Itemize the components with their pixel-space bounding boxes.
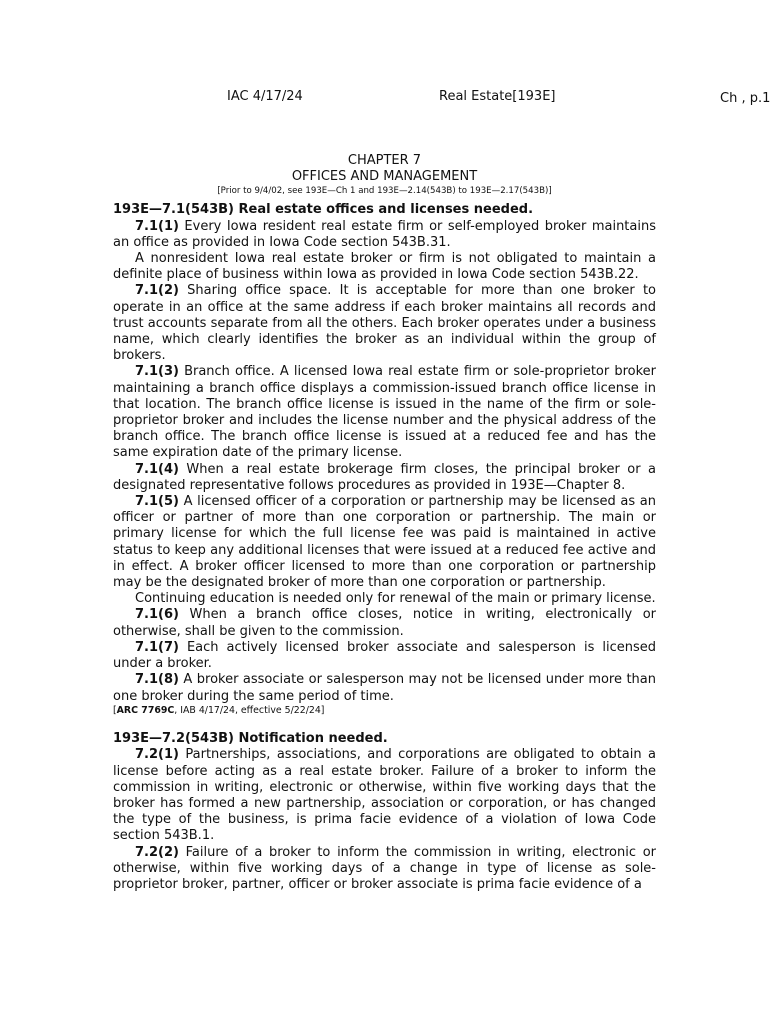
rule-paragraph xyxy=(113,845,656,894)
subrule-number: 7.1(7) xyxy=(135,639,179,655)
subrule-number: 7.1(5) xyxy=(135,494,179,510)
paragraph-text: Partnerships, associations, and corporations are obligated to obtain a license before acting as a real estate broker. Failure of a broker to inform the commission in writing, electronic or otherwise, within five working days that the broker has formed a new partnership, association or corporation, or has changed the type of the business, is prima facie evidence of a violation of Iowa Code section 543B.1. xyxy=(113,747,656,844)
history-text: , IAB 4/17/24, effective 5/22/24] xyxy=(174,704,325,716)
subrule-number: 7.2(1) xyxy=(135,747,179,763)
subrule-number: 7.1(1) xyxy=(135,218,179,234)
rule-paragraph xyxy=(113,672,656,704)
paragraph-text: Each actively licensed broker associate and salesperson is licensed under a broker. xyxy=(113,639,656,672)
paragraph-text: Continuing education is needed only for renewal of the main or primary license. xyxy=(135,591,656,607)
paragraph-text: A broker associate or salesperson may not be licensed under more than one broker during the same period of time. xyxy=(113,672,656,704)
subrule-number: 7.2(2) xyxy=(135,844,179,860)
chapter-number: CHAPTER 7 xyxy=(347,153,422,168)
subrule-number: 7.1(4) xyxy=(135,461,179,477)
rule-paragraph xyxy=(113,251,656,283)
rule-heading: 193E—7.1(543B) Real estate offices and licenses needed. xyxy=(113,202,534,218)
subrule-number: 7.1(3) xyxy=(135,364,179,380)
rule-paragraph xyxy=(113,283,656,364)
paragraph-text: Every Iowa resident real estate firm or self-employed broker maintains an office as provided in Iowa Code section 543B.31. xyxy=(113,218,656,250)
chapter-source-note: [Prior to 9/4/02, see 193E—Ch 1 and 193E—2.14(543B) to 193E—2.17(543B)] xyxy=(217,186,552,197)
running-header-page: Ch , p.1 xyxy=(720,91,770,106)
subrule-number: 7.1(6) xyxy=(135,607,179,623)
rule-paragraph xyxy=(113,364,656,461)
rule-paragraph xyxy=(113,494,656,591)
rule-paragraph xyxy=(113,219,656,251)
history-bracket: [ xyxy=(113,704,117,716)
rule-paragraph xyxy=(113,640,656,672)
running-header-title: Real Estate[193E] xyxy=(439,89,556,104)
subrule-number: 7.1(2) xyxy=(135,283,179,299)
paragraph-text: When a branch office closes, notice in writing, electronically or otherwise, shall be given to the commission. xyxy=(113,607,656,639)
rule-heading: 193E—7.2(543B) Notification needed. xyxy=(113,731,388,747)
rule-paragraph xyxy=(113,607,656,639)
subrule-number: 7.1(8) xyxy=(135,672,179,688)
paragraph-text: A nonresident Iowa real estate broker or firm is not obligated to maintain a definite place of business within Iowa as provided in Iowa Code section 543B.22. xyxy=(113,251,656,283)
arc-number: ARC 7769C xyxy=(116,704,175,716)
history-note xyxy=(113,705,656,718)
document-body xyxy=(113,153,656,893)
chapter-title: OFFICES AND MANAGEMENT xyxy=(291,169,478,185)
paragraph-text: Sharing office space. It is acceptable for more than one broker to operate in an office at the same address if each broker maintains all records and trust accounts separate from all the others. Each broker operates under a business name, which clearly identifies the broker as an individual within the group of brokers. xyxy=(113,283,656,364)
paragraph-text: When a real estate brokerage firm closes, the principal broker or a designated representative follows procedures as provided in 193E—Chapter 8. xyxy=(113,461,656,493)
running-header-date: IAC 4/17/24 xyxy=(227,89,303,104)
paragraph-text: Failure of a broker to inform the commission in writing, electronic or otherwise, within five working days of a change in type of license as sole-proprietor broker, partner, officer or broker associate is prima facie evidence of a xyxy=(113,844,656,893)
rule-paragraph xyxy=(113,462,656,494)
paragraph-text: Branch office. A licensed Iowa real estate firm or sole-proprietor broker maintaining a branch office displays a commission-issued branch office license in that location. The branch office license is issued in the name of the firm or sole-proprietor broker and includes the license number and the physical address of the branch office. The branch office license is issued at a reduced fee and has the same expiration date of the primary license. xyxy=(113,364,656,461)
rule-paragraph xyxy=(113,747,656,844)
rule-paragraph xyxy=(113,591,656,607)
paragraph-text: A licensed officer of a corporation or partnership may be licensed as an officer or partner of more than one corporation or partnership. The main or primary license for which the full license fee was paid is maintained in active status to keep any additional licenses that were issued at a reduced fee active and in effect. A broker officer licensed to more than one corporation or partnership may be the designated broker of more than one corporation or partnership. xyxy=(113,494,656,591)
